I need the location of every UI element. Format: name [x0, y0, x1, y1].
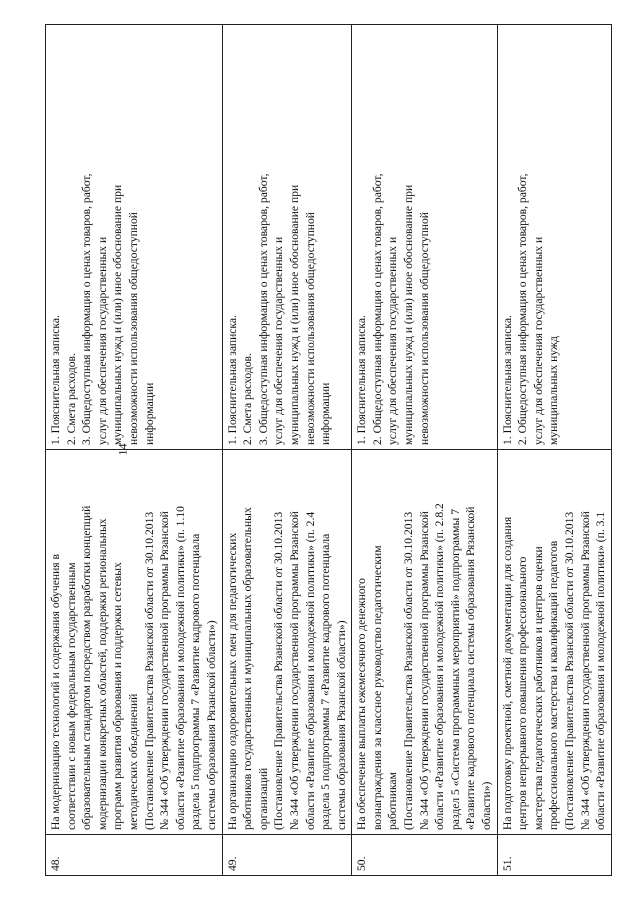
row-number: 50. — [352, 835, 497, 876]
purpose-line: (Постановление Правительства Рязанской области от 30.10.2013 — [402, 511, 416, 830]
purpose-line: области «Развитие образования и молодежной политики» (п. 1.10 — [173, 506, 187, 830]
document-line: муниципальных нужд — [547, 336, 561, 445]
purpose-line: вознаграждения за классное руководство педагогическим — [370, 545, 384, 830]
purpose-line: области») — [480, 781, 494, 830]
document-line: услуг для обеспечения государственных и — [95, 236, 109, 445]
rotated-table-container — [45, 28, 608, 876]
documents-cell — [222, 25, 352, 450]
purpose-line: На организацию оздоровительных смен для педагогических — [225, 532, 239, 830]
document-line: 3. Общедоступная информация о ценах товаров, работ, — [80, 173, 94, 445]
purpose-line: методических объединений — [126, 693, 140, 830]
purpose-line: № 344 «Об утверждении государственной программы Рязанской — [417, 511, 431, 830]
document-line: информации — [319, 382, 333, 445]
purpose-line: На подготовку проектной, сметной документации для создания — [500, 516, 514, 830]
purpose-line: области «Развитие образования и молодежной политики» (п. 2.4 — [303, 511, 317, 830]
document-line: невозможности использования общедоступной — [303, 212, 317, 445]
document-line: 2. Общедоступная информация о ценах товаров, работ, — [516, 173, 530, 445]
document-line: 1. Пояснительная записка. — [49, 315, 62, 445]
document-line: 2. Общедоступная информация о ценах товаров, работ, — [370, 173, 384, 445]
document-line: муниципальных нужд и (или) иное обоснование при — [287, 184, 301, 445]
purpose-line: программ развития образования и поддержки сетевых — [111, 562, 125, 830]
purpose-cell — [222, 450, 352, 835]
purpose-cell — [352, 450, 497, 835]
table-row — [497, 25, 611, 876]
document-line: 3. Общедоступная информация о ценах товаров, работ, — [256, 173, 270, 445]
row-number: 49. — [222, 835, 352, 876]
purpose-line: работникам — [386, 772, 400, 830]
document-line: 2. Смета расходов. — [64, 353, 78, 445]
document-line: муниципальных нужд и (или) иное обоснование при — [111, 184, 125, 445]
row-number: 48. — [46, 835, 223, 876]
purpose-line: модернизации конкретных областей, поддержки региональных — [95, 518, 109, 830]
purpose-line: № 344 «Об утверждении государственной программы Рязанской — [578, 511, 592, 830]
purpose-line: раздел 5 «Система программных мероприятий» подпрограммы 7 — [448, 509, 462, 830]
table-row — [46, 25, 223, 876]
purpose-line: раздела 5 подпрограммы 7 «Развитие кадрового потенциала — [189, 533, 203, 830]
document-line: услуг для обеспечения государственных и — [386, 236, 400, 445]
document-line: невозможности использования общедоступной — [417, 212, 431, 445]
purpose-line: области «Развитие образования и молодежной политики» (п. 2.8.2 — [433, 503, 447, 830]
purpose-line: № 344 «Об утверждении государственной программы Рязанской — [158, 511, 172, 830]
documents-cell — [497, 25, 611, 450]
document-line: 1. Пояснительная записка. — [355, 315, 369, 445]
purpose-cell — [497, 450, 611, 835]
documents-cell — [352, 25, 497, 450]
purpose-line: области «Развитие образования и молодежной политики» (п. 3.1 — [594, 511, 608, 830]
purpose-line: мастерства педагогических работников и центров оценки — [531, 546, 545, 830]
purpose-line: На обеспечение выплаты ежемесячного денежного — [355, 578, 369, 830]
document-line: 1. Пояснительная записка. — [500, 315, 514, 445]
purpose-line: центров непрерывного повышения профессионального — [516, 556, 530, 830]
document-line: услуг для обеспечения государственных и — [531, 236, 545, 445]
purpose-line: (Постановление Правительства Рязанской области от 30.10.2013 — [272, 511, 286, 830]
documents-cell — [46, 25, 223, 450]
purpose-cell — [46, 450, 223, 835]
purpose-line: раздела 5 подпрограммы 7 «Развитие кадрового потенциала — [319, 533, 333, 830]
document-line: услуг для обеспечения государственных и — [272, 236, 286, 445]
purpose-line: системы образования Рязанской области») — [334, 620, 348, 830]
document-line: 2. Смета расходов. — [241, 353, 255, 445]
purpose-line: образовательным стандартом посредством разработки концепций — [80, 505, 94, 830]
document-line: муниципальных нужд и (или) иное обоснование при — [402, 184, 416, 445]
purpose-line: работников государственных и муниципальных образовательных — [241, 507, 255, 830]
purpose-line: № 344 «Об утверждении государственной программы Рязанской — [287, 511, 301, 830]
purpose-line: системы образования Рязанской области») — [204, 620, 218, 830]
document-line: 1. Пояснительная записка. — [225, 315, 239, 445]
purpose-line: профессионального мастерства и квалификаций педагогов — [547, 540, 561, 830]
purpose-line: На модернизацию технологий и содержания обучения в — [49, 553, 62, 830]
purpose-line: организаций — [256, 767, 270, 830]
table-row — [352, 25, 497, 876]
purpose-line: (Постановление Правительства Рязанской области от 30.10.2013 — [142, 511, 156, 830]
page-number: 14 — [115, 443, 130, 456]
purpose-line: (Постановление Правительства Рязанской области от 30.10.2013 — [563, 511, 576, 830]
purpose-line: соответствии с новым федеральным государственным — [64, 562, 78, 830]
row-number: 51. — [497, 835, 611, 876]
expenditure-table — [45, 24, 612, 876]
document-line: информации — [142, 382, 156, 445]
purpose-line: «Развитие кадрового потенциала системы образования Рязанской — [464, 506, 478, 830]
table-row — [222, 25, 352, 876]
document-line: невозможности использования общедоступной — [126, 212, 140, 445]
